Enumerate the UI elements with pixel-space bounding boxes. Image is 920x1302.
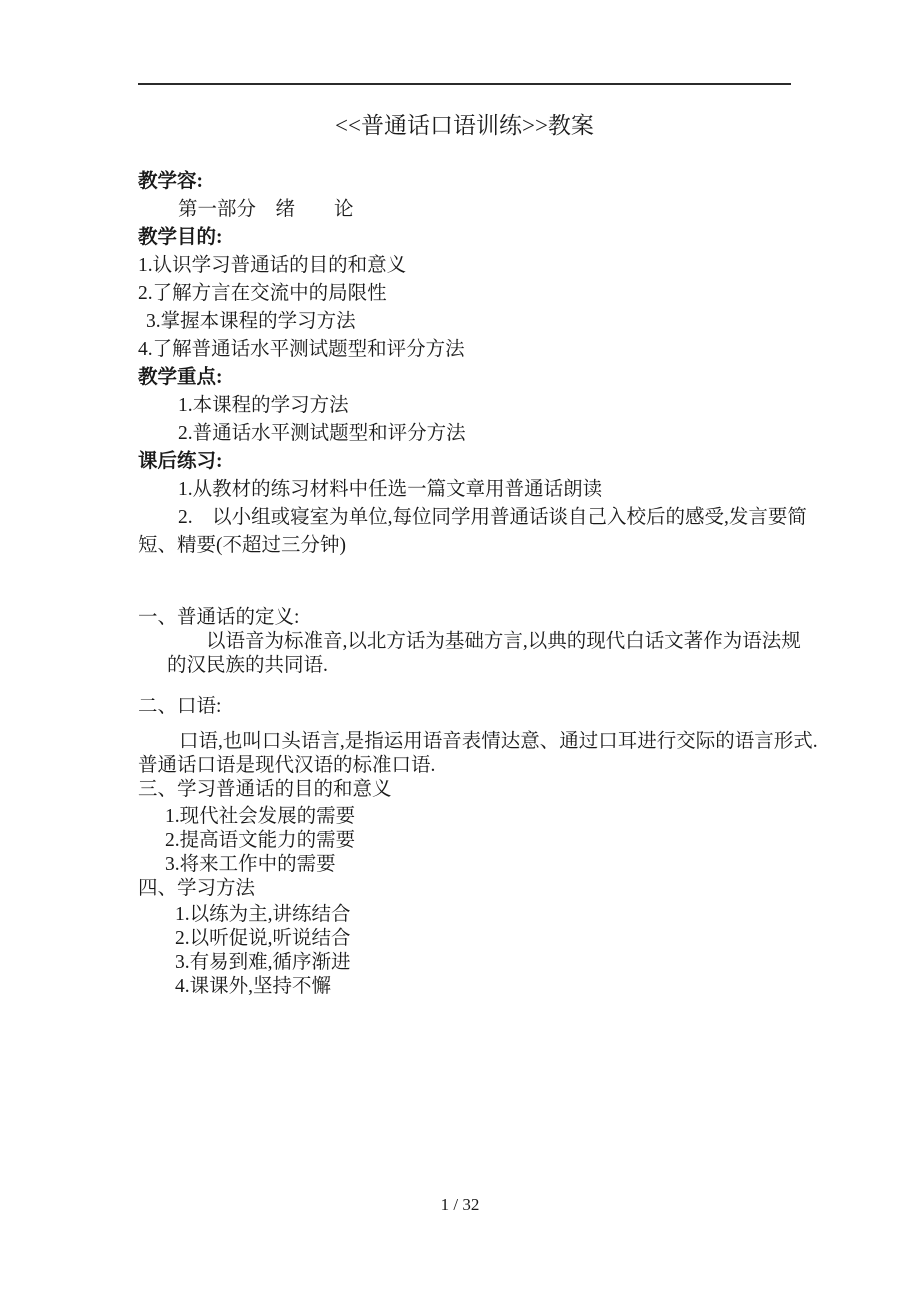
section-1-heading: 一、普通话的定义:: [138, 607, 300, 628]
document-body-lower: [138, 606, 818, 999]
aims-item: 3.掌握本课程的学习方法: [146, 311, 356, 332]
page-number: 1 / 32: [440, 1195, 480, 1214]
homework-item: 2. 以小组或寝室为单位,每位同学用普通话谈自己入校后的感受,发言要简: [178, 507, 807, 528]
section-4-item: 2.以听促说,听说结合: [175, 928, 351, 949]
homework-item-wrap: 短、精要(不超过三分钟): [138, 535, 346, 556]
section-2-heading: 二、口语:: [138, 696, 222, 717]
part-title-line: 第一部分 绪 论: [178, 199, 354, 220]
aims-item: 1.认识学习普通话的目的和意义: [138, 255, 407, 276]
section-2-text: 口语,也叫口头语言,是指运用语音表情达意、通过口耳进行交际的语言形式.: [179, 731, 818, 752]
section-1-text: 以语音为标准音,以北方话为基础方言,以典的现代白话文著作为语法规: [206, 631, 801, 652]
homework-heading: 课后练习:: [138, 451, 223, 472]
key-points-item: 2.普通话水平测试题型和评分方法: [178, 423, 466, 444]
key-points-heading: 教学重点:: [138, 367, 223, 388]
aims-item: 2.了解方言在交流中的局限性: [138, 283, 387, 304]
aims-item: 4.了解普通话水平测试题型和评分方法: [138, 339, 465, 360]
section-4-heading: 四、学习方法: [138, 878, 256, 899]
page-title: <<普通话口语训练>>教案: [335, 113, 594, 138]
section-4-item: 1.以练为主,讲练结合: [175, 904, 351, 925]
section-3-item: 3.将来工作中的需要: [165, 854, 336, 875]
section-4-item: 3.有易到难,循序渐进: [175, 952, 351, 973]
section-3-item: 1.现代社会发展的需要: [165, 806, 356, 827]
section-2-text: 普通话口语是现代汉语的标准口语.: [138, 755, 436, 776]
teaching-aims-heading: 教学目的:: [138, 227, 223, 248]
section-3-item: 2.提高语文能力的需要: [165, 830, 356, 851]
header-rule: [138, 83, 791, 85]
section-4-item: 4.课课外,坚持不懈: [175, 976, 332, 997]
section-1-text: 的汉民族的共同语.: [167, 655, 328, 676]
teaching-content-heading: 教学容:: [138, 171, 203, 192]
homework-item: 1.从教材的练习材料中任选一篇文章用普通话朗读: [178, 479, 603, 500]
section-3-heading: 三、学习普通话的目的和意义: [138, 779, 392, 800]
document-body-upper: [138, 168, 807, 560]
key-points-item: 1.本课程的学习方法: [178, 395, 349, 416]
